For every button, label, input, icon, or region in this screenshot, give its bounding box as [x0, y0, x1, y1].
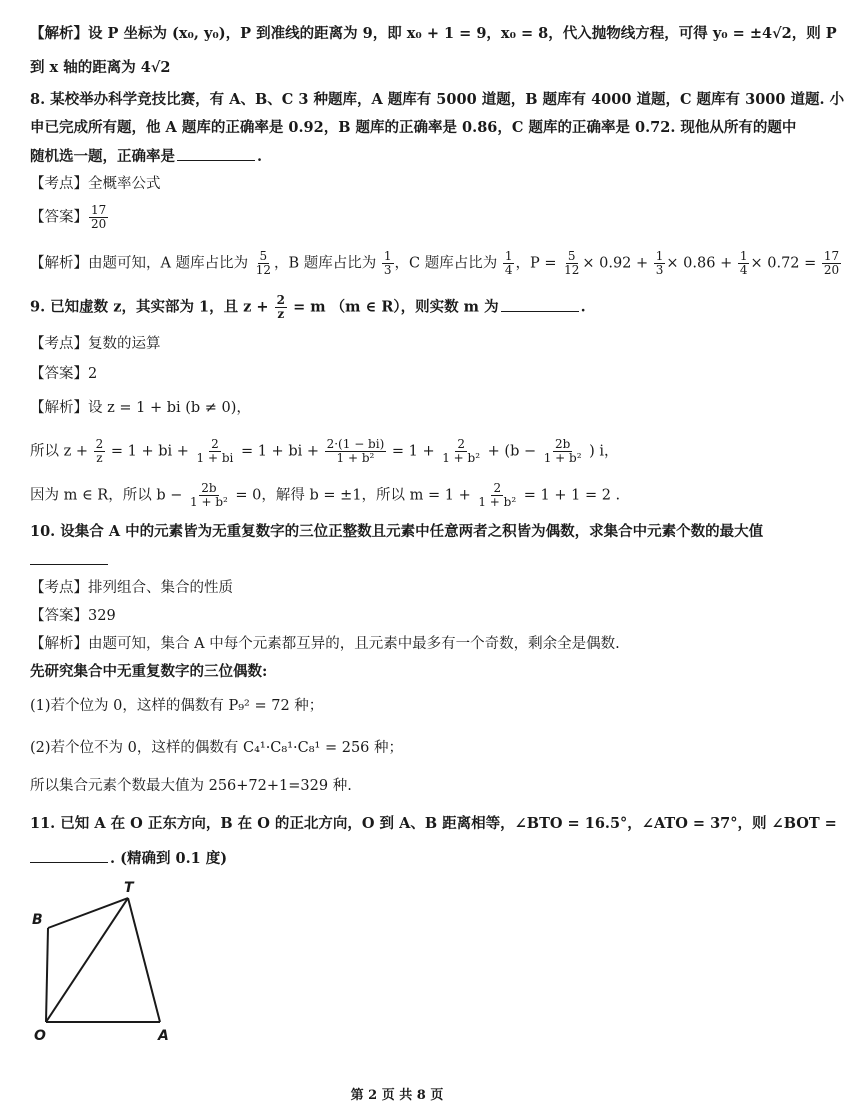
q9-answer-blank [501, 297, 579, 312]
q11-stem-text: . (精确到 0.1 度) [110, 850, 228, 867]
q9-d-frac4-num: 2 [457, 437, 465, 451]
q9-eq5: ) i， [589, 443, 619, 460]
q8-stem-line2: 申已完成所有题，他 A 题库的正确率是 0.92，B 题库的正确率是 0.86，C 题库的正确率是 0.72. 现他从所有的题中 [30, 119, 797, 136]
q9-eq2: = 1 + bi + [240, 443, 319, 460]
q9-stem-b: = m （m ∈ R），则实数 m 为 [293, 298, 499, 316]
q8-answer-den: 20 [91, 217, 107, 231]
q8-stem-line1: 8. 某校举办科学竞技比赛，有 A、B、C 3 种题库，A 题库有 5000 道题，B 题库有 4000 道题，C 题库有 3000 道题. 小 [30, 91, 844, 108]
q9-eq4: + (b − [487, 443, 537, 460]
q9-d-frac4-den: 1 + b² [442, 451, 481, 465]
q8-frac-b-num: 1 [383, 249, 392, 263]
q8-calc-frac2-num: 1 [655, 249, 664, 263]
segment-ta [128, 898, 160, 1022]
q9-d-frac5-den: 1 + b² [543, 451, 582, 465]
q8-jiexi-c: ，C 题库占比为 [394, 255, 498, 272]
q10-analysis: 【解析】由题可知，集合 A 中每个元素都互异的，且元素中最多有一个奇数，剩余全是偶数. [30, 636, 620, 652]
q8-calc-frac3-num: 1 [739, 249, 748, 263]
q8-stem-line3: 随机选一题，正确率是 . [30, 148, 263, 165]
segment-bt [48, 898, 128, 928]
segment-to [46, 898, 128, 1022]
q10-case1: (1)若个位为 0，这样的偶数有 P₉² = 72 种； [30, 698, 324, 714]
label-t: T [124, 880, 134, 896]
q7-analysis-line1: 【解析】设 P 坐标为 (x₀, y₀)，P 到准线的距离为 9，即 x₀ + 1 = 9，x₀ = 8，代入抛物线方程，可得 y₀ = ±4√2，则 P [30, 25, 837, 42]
q9-answer: 【答案】2 [30, 366, 98, 382]
q9-c-frac2-den: 1 + b² [478, 495, 517, 509]
q9-d-frac3-num: 2·(1 − bi) [326, 437, 385, 451]
q9-d-frac2-num: 2 [211, 437, 219, 451]
q8-calc1: × 0.92 + [582, 255, 649, 272]
q8-stem-text: 随机选一题，正确率是 [30, 148, 175, 165]
label-o: O [34, 1028, 46, 1044]
q9-c-frac2-num: 2 [493, 481, 502, 495]
q9-d-frac1-den: z [96, 451, 103, 465]
q8-frac-c-den: 4 [504, 263, 513, 277]
q9-analysis: 【解析】设 z = 1 + bi (b ≠ 0)， [30, 400, 251, 416]
q8-calc3: × 0.72 = [750, 255, 817, 272]
q9-stem-frac-den: z [277, 307, 285, 321]
q9-d-frac1-num: 2 [95, 437, 104, 451]
q8-frac-c-num: 1 [504, 249, 513, 263]
q8-calc-frac1-num: 5 [567, 249, 576, 263]
q9-conclusion [30, 482, 776, 509]
label-b: B [32, 912, 43, 928]
q9-eq3: = 1 + [391, 443, 435, 460]
q8-jiexi-d: ，P = [515, 255, 557, 272]
q8-jiexi-a: 【解析】由题可知，A 题库占比为 [30, 255, 249, 272]
q9-c-frac1-num: 2b [201, 481, 217, 495]
q8-answer-num: 17 [91, 203, 107, 217]
q9-c-frac1-den: 1 + b² [190, 495, 228, 509]
q8-calc-frac3-den: 4 [739, 263, 748, 277]
q9-d-frac3-den: 1 + b² [336, 451, 375, 465]
q9-derivation [30, 438, 776, 465]
q8-frac-a-num: 5 [259, 249, 268, 263]
q8-calc2: × 0.86 + [666, 255, 733, 272]
q9-stem-a: 9. 已知虚数 z，其实部为 1，且 z + [30, 298, 269, 316]
segment-bo [46, 928, 48, 1022]
q11-figure [26, 876, 186, 1046]
q8-kaodian: 【考点】全概率公式 [30, 176, 161, 192]
q9-so: 所以 z + [30, 443, 89, 460]
q9-d-frac5-num: 2b [554, 437, 571, 451]
q11-answer-blank [30, 848, 108, 863]
q9-stem: 9. 已知虚数 z，其实部为 1，且 z + $\frac{2}{z}$ = m （m ∈ R），则实数 m 为 . [30, 293, 586, 321]
q8-frac-b-den: 3 [383, 263, 392, 277]
q8-answer [30, 204, 776, 231]
q10-kaodian: 【考点】排列组合、集合的性质 [30, 580, 233, 596]
q7-analysis-line2: 到 x 轴的距离为 4√2 [30, 59, 171, 76]
q10-case2: (2)若个位不为 0，这样的偶数有 C₄¹·C₈¹·C₈¹ = 256 种； [30, 740, 404, 756]
q10-answer: 【答案】329 [30, 608, 116, 624]
q8-answer-blank [177, 146, 255, 161]
q10-stem: 10. 设集合 A 中的元素皆为无重复数字的三位正整数且元素中任意两者之积皆为偶数，求集合中元素个数的最大值 [30, 523, 764, 540]
q8-result-num: 17 [823, 249, 840, 263]
page-footer: 第 2 页 共 8 页 [350, 1088, 444, 1103]
q9-stem-frac-num: 2 [276, 293, 286, 307]
q8-calc-frac1-den: 12 [564, 263, 580, 277]
q9-because-b: = 0，解得 b = ±1，所以 m = 1 + [235, 487, 471, 504]
q10-study: 先研究集合中无重复数字的三位偶数: [30, 663, 268, 680]
q10-total: 所以集合元素个数最大值为 256+72+1=329 种. [30, 778, 352, 794]
q9-because-c: = 1 + 1 = 2 . [523, 487, 621, 504]
q8-frac-a-den: 12 [255, 263, 271, 277]
q8-jiexi-b: ，B 题库占比为 [273, 255, 377, 272]
q8-result-den: 20 [823, 263, 840, 277]
q11-stem-line2 [30, 848, 776, 869]
label-a: A [158, 1028, 169, 1044]
q11-stem-line1: 11. 已知 A 在 O 正东方向，B 在 O 的正北方向，O 到 A、B 距离相等，∠BTO = 16.5°，∠ATO = 37°，则 ∠BOT = [30, 815, 837, 832]
q9-eq1: = 1 + bi + [110, 443, 189, 460]
q9-d-frac2-den: 1 + bi [196, 451, 234, 465]
q8-answer-label: 【答案】 [30, 209, 88, 226]
q10-answer-blank [30, 550, 108, 565]
q8-analysis [30, 249, 840, 277]
q9-kaodian: 【考点】复数的运算 [30, 336, 161, 352]
q8-calc-frac2-den: 3 [655, 263, 664, 277]
q9-because-a: 因为 m ∈ R，所以 b − [30, 487, 183, 504]
q10-answer-blank-line [30, 550, 776, 571]
